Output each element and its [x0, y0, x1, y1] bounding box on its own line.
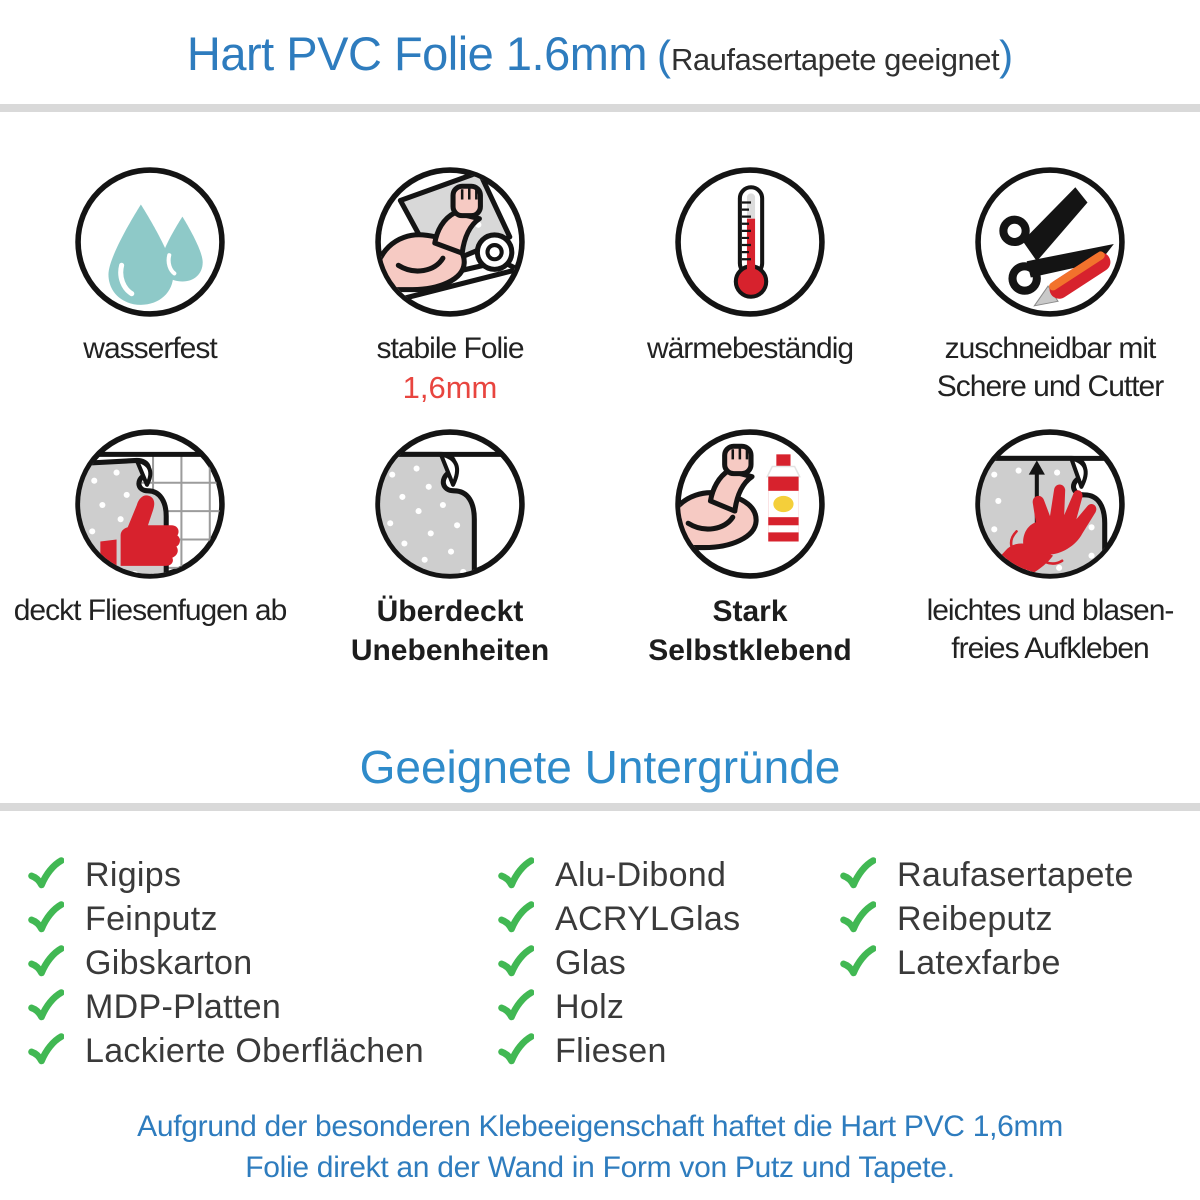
- feature-bubble-free: [900, 428, 1200, 670]
- surface-item: [28, 985, 424, 1029]
- surface-item: [498, 1029, 740, 1073]
- surface-item: [840, 941, 1134, 985]
- footer-line-2: Folie direkt an der Wand in Form von Putz und Tapete.: [245, 1151, 955, 1184]
- title-subtitle: Raufasertapete geeignet: [671, 42, 1000, 77]
- feature-label: wasserfest: [83, 332, 217, 365]
- feature-label: freies Aufkleben: [951, 632, 1149, 665]
- check-icon: [498, 901, 534, 937]
- surface-label: Fliesen: [555, 1031, 667, 1070]
- surfaces-column-2: [498, 853, 740, 1073]
- surface-label: Lackierte Oberflächen: [85, 1031, 424, 1070]
- surface-label: Latexfarbe: [897, 943, 1061, 982]
- surface-item: [28, 897, 424, 941]
- feature-stable-film: [300, 166, 600, 428]
- feature-covers-tile-joints: [0, 428, 300, 670]
- feature-thickness-label: 1,6mm: [402, 370, 498, 405]
- title-main: Hart PVC Folie 1.6mm: [186, 27, 648, 80]
- feature-label: stabile Folie: [376, 332, 524, 365]
- surface-label: Alu-Dibond: [555, 855, 727, 894]
- muscle-foil-roll-icon: [374, 166, 526, 318]
- surface-label: Feinputz: [85, 899, 218, 938]
- check-icon: [498, 989, 534, 1025]
- foil-cover-icon: [374, 428, 526, 580]
- footer-line-1: Aufgrund der besonderen Klebeeigenschaft haftet die Hart PVC 1,6mm: [137, 1110, 1063, 1143]
- surface-item: [498, 941, 740, 985]
- feature-label: deckt Fliesenfugen ab: [13, 594, 287, 627]
- feature-label: Selbstklebend: [648, 634, 852, 667]
- surface-label: Reibeputz: [897, 899, 1053, 938]
- footer-note: [0, 1106, 1200, 1188]
- surface-label: Holz: [555, 987, 625, 1026]
- surface-label: ACRYLGlas: [555, 899, 741, 938]
- surface-label: Rigips: [85, 855, 182, 894]
- surface-item: [28, 1029, 424, 1073]
- check-icon: [498, 1033, 534, 1069]
- surfaces-column-3: [840, 853, 1134, 985]
- check-icon: [28, 857, 64, 893]
- muscle-glue-icon: [674, 428, 826, 580]
- surfaces-heading: Geeignete Untergründe: [359, 741, 841, 793]
- feature-label: Unebenheiten: [350, 634, 550, 667]
- surface-item: [498, 985, 740, 1029]
- surface-item: [28, 853, 424, 897]
- check-icon: [840, 857, 876, 893]
- feature-label: Überdeckt: [376, 595, 524, 628]
- surface-item: [840, 897, 1134, 941]
- hand-smooth-icon: [974, 428, 1126, 580]
- check-icon: [498, 945, 534, 981]
- page-title: [0, 26, 1200, 81]
- surface-label: Raufasertapete: [897, 855, 1134, 894]
- check-icon: [28, 989, 64, 1025]
- check-icon: [840, 945, 876, 981]
- feature-label: zuschneidbar mit: [944, 332, 1156, 365]
- thermometer-icon: [674, 166, 826, 318]
- feature-label: Schere und Cutter: [936, 370, 1164, 403]
- surface-item: [28, 941, 424, 985]
- feature-cuttable: [900, 166, 1200, 428]
- title-paren-close: ): [999, 32, 1014, 79]
- top-divider: [0, 104, 1200, 112]
- feature-label: Stark: [712, 595, 788, 628]
- title-paren-open: (: [657, 32, 672, 79]
- check-icon: [28, 901, 64, 937]
- water-drops-icon: [74, 166, 226, 318]
- surface-label: Glas: [555, 943, 627, 982]
- thumbs-up-tiles-icon: [74, 428, 226, 580]
- scissors-cutter-icon: [974, 166, 1126, 318]
- middle-divider: [0, 803, 1200, 811]
- feature-grid: [0, 166, 1200, 670]
- feature-heat-resistant: [600, 166, 900, 428]
- check-icon: [28, 945, 64, 981]
- feature-self-adhesive: [600, 428, 900, 670]
- surfaces-column-1: [28, 853, 424, 1073]
- surface-item: [498, 897, 740, 941]
- surface-item: [498, 853, 740, 897]
- surface-label: Gibskarton: [85, 943, 253, 982]
- check-icon: [28, 1033, 64, 1069]
- surface-label: MDP-Platten: [85, 987, 282, 1026]
- feature-waterproof: [0, 166, 300, 428]
- feature-label: leichtes und blasen-: [926, 594, 1174, 627]
- feature-covers-unevenness: [300, 428, 600, 670]
- check-icon: [840, 901, 876, 937]
- feature-label: wärmebeständig: [646, 332, 854, 365]
- check-icon: [498, 857, 534, 893]
- surface-item: [840, 853, 1134, 897]
